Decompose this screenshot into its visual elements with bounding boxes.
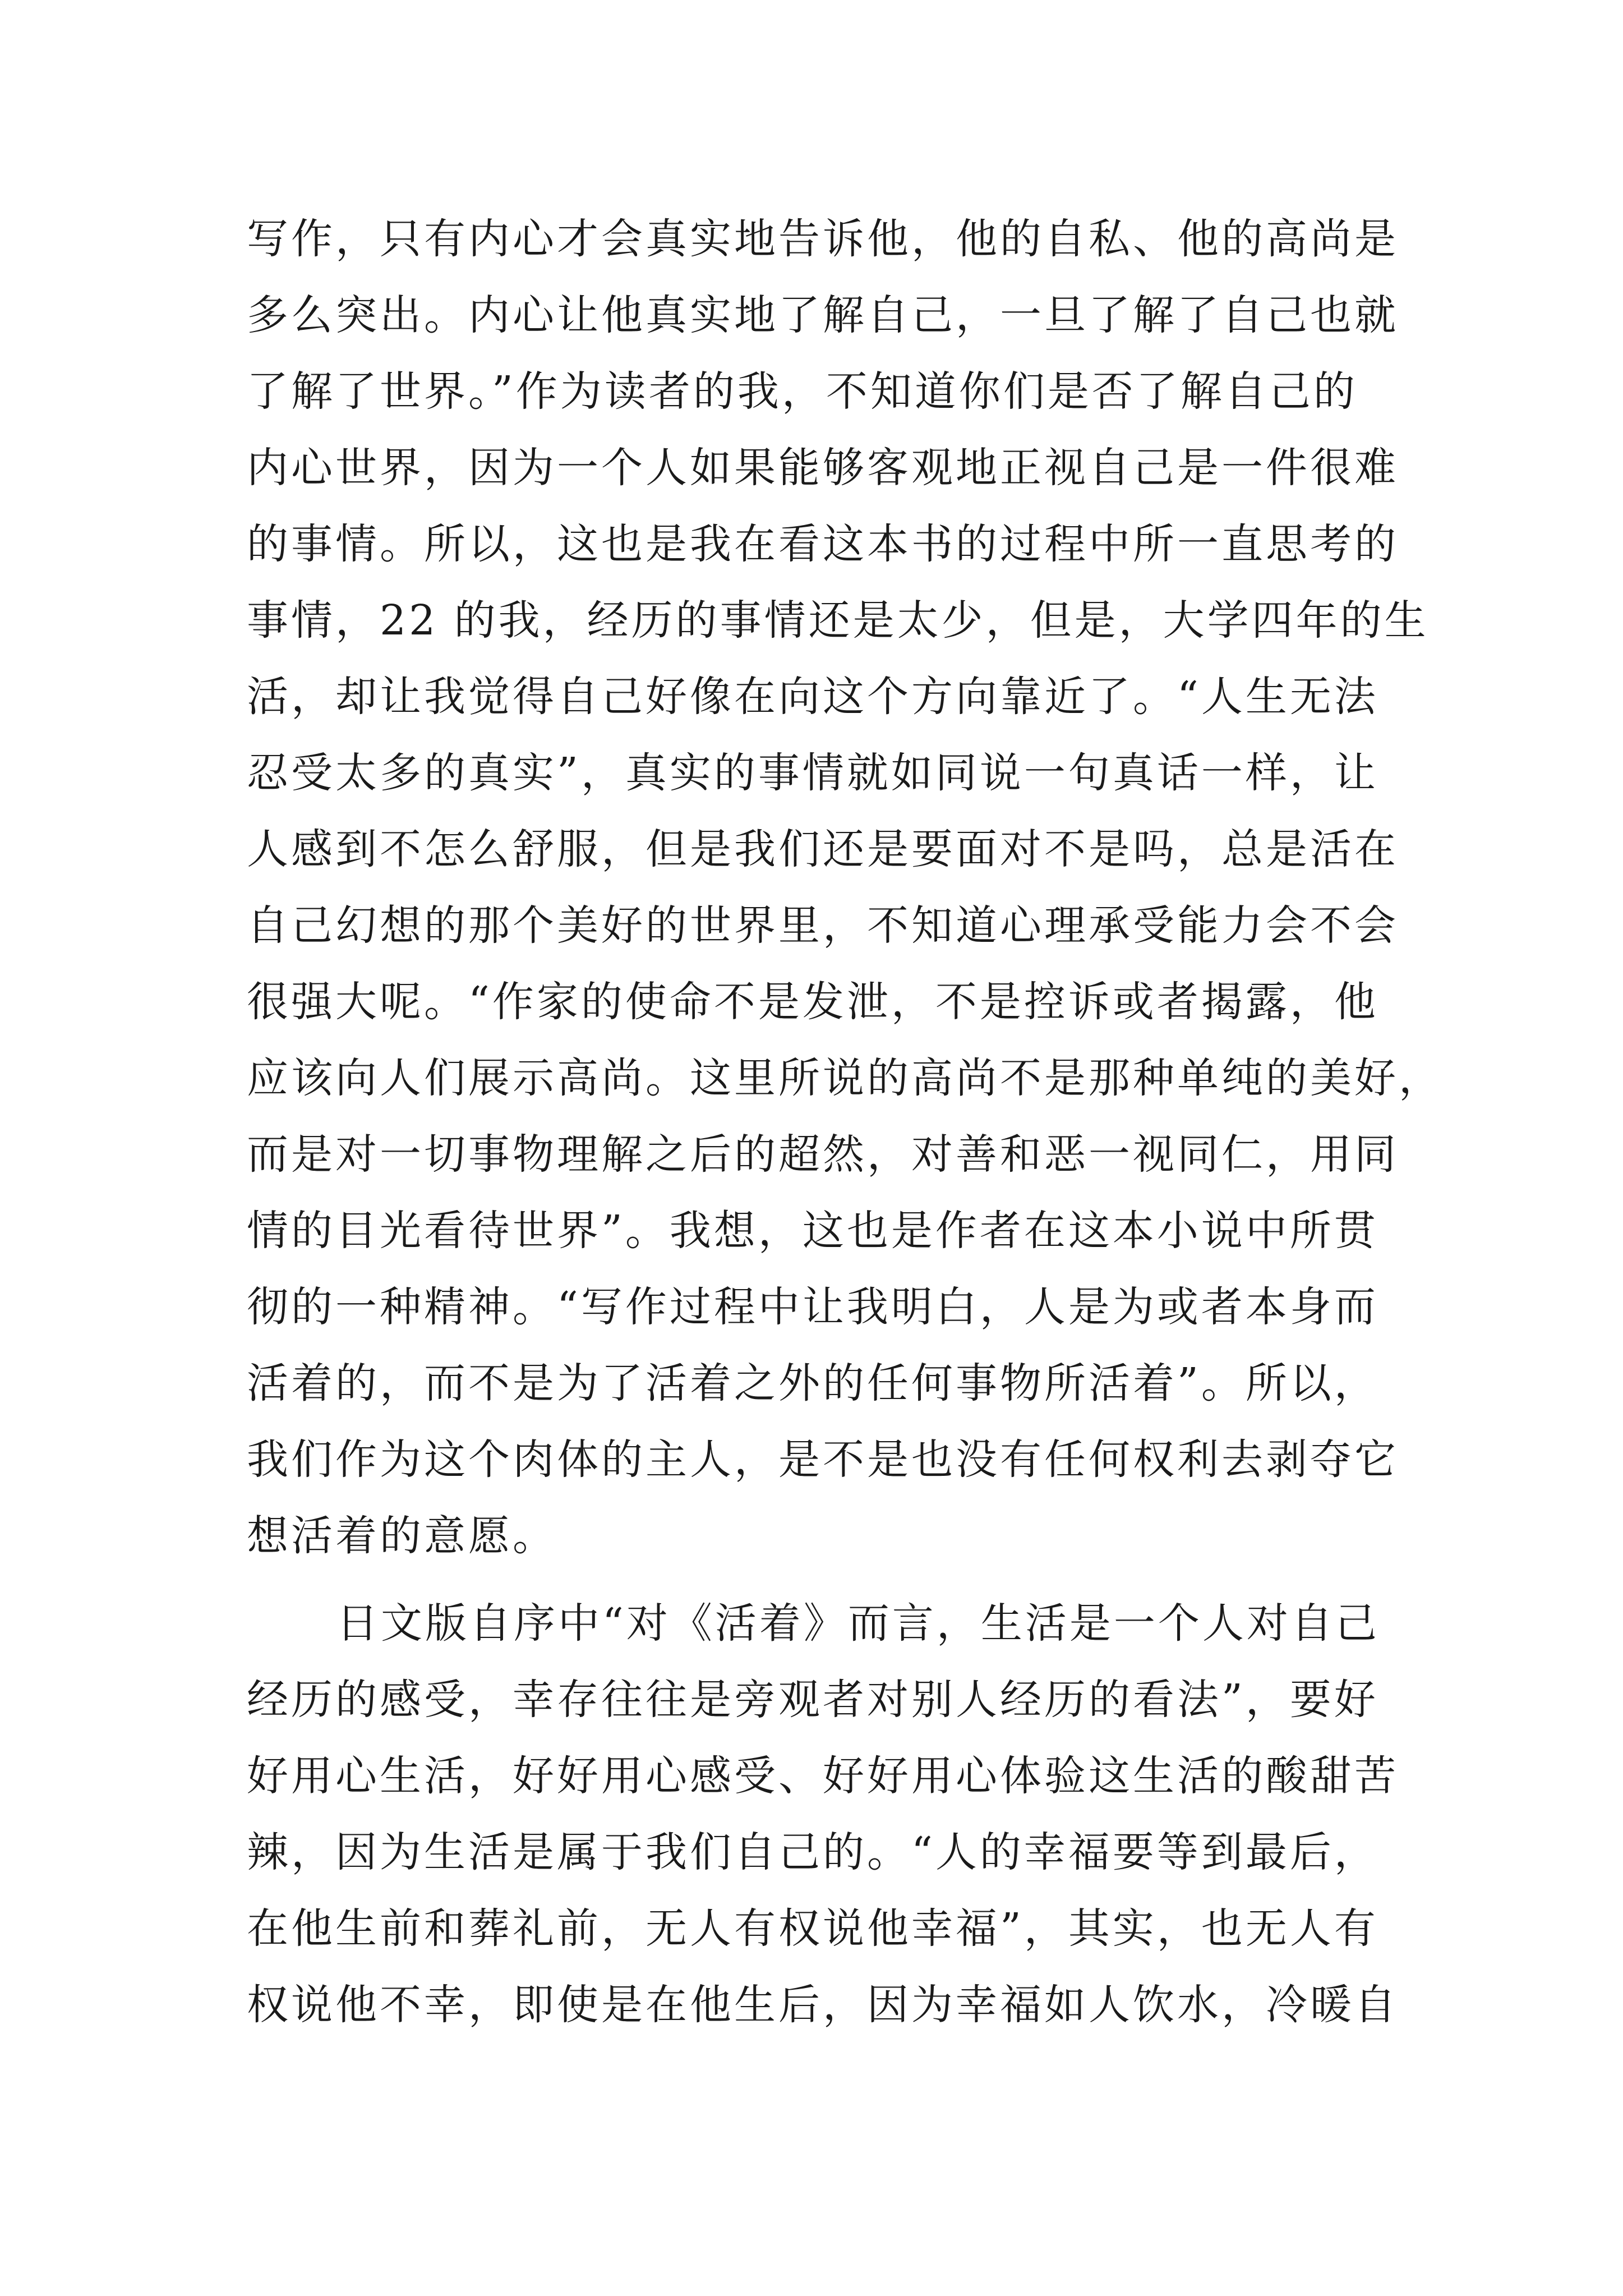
text-line: 事情，22 的我，经历的事情还是太少，但是，大学四年的生 — [247, 596, 1429, 645]
text-line: 在他生前和葬礼前，无人有权说他幸福”，其实，也无人有 — [247, 1904, 1378, 1953]
text-line: 人感到不怎么舒服，但是我们还是要面对不是吗，总是活在 — [247, 825, 1399, 873]
text-line: 彻的一种精神。“写作过程中让我明白，人是为或者本身而 — [247, 1283, 1378, 1331]
paragraph-2 — [247, 1585, 1399, 2043]
text-line: 了解了世界。”作为读者的我，不知道你们是否了解自己的 — [247, 367, 1358, 416]
text-line: 多么突出。内心让他真实地了解自己，一旦了解了自己也就 — [247, 291, 1399, 339]
text-line: 权说他不幸，即使是在他生后，因为幸福如人饮水，冷暖自 — [247, 1981, 1399, 2029]
text-line: 写作，只有内心才会真实地告诉他，他的自私、他的高尚是 — [247, 215, 1399, 263]
text-line: 而是对一切事物理解之后的超然，对善和恶一视同仁，用同 — [247, 1130, 1399, 1179]
text-line: 的事情。所以，这也是我在看这本书的过程中所一直思考的 — [247, 520, 1399, 568]
text-line: 活着的，而不是为了活着之外的任何事物所活着”。所以， — [247, 1359, 1378, 1407]
text-line: 自己幻想的那个美好的世界里，不知道心理承受能力会不会 — [247, 901, 1399, 950]
text-line: 内心世界，因为一个人如果能够客观地正视自己是一件很难 — [247, 444, 1399, 492]
text-line: 辣，因为生活是属于我们自己的。“人的幸福要等到最后， — [247, 1828, 1378, 1876]
text-line: 好用心生活，好好用心感受、好好用心体验这生活的酸甜苦 — [247, 1752, 1399, 1800]
text-line: 想活着的意愿。 — [247, 1512, 557, 1560]
text-line-indented: 日文版自序中“对《活着》而言，生活是一个人对自己 — [336, 1599, 1380, 1648]
text-line: 很强大呢。“作家的使命不是发泄，不是控诉或者揭露，他 — [247, 978, 1378, 1026]
text-line: 忍受太多的真实”，真实的事情就如同说一句真话一样，让 — [247, 749, 1378, 797]
paragraph-1 — [247, 201, 1443, 1574]
text-line: 情的目光看待世界”。我想，这也是作者在这本小说中所贯 — [247, 1207, 1378, 1255]
text-line: 我们作为这个肉体的主人，是不是也没有任何权利去剥夺它 — [247, 1435, 1399, 1484]
text-line: 应该向人们展示高尚。这里所说的高尚不是那种单纯的美好， — [247, 1054, 1443, 1102]
text-line: 活，却让我觉得自己好像在向这个方向靠近了。“人生无法 — [247, 673, 1378, 721]
text-line: 经历的感受，幸存往往是旁观者对别人经历的看法”，要好 — [247, 1676, 1378, 1724]
body-text — [247, 201, 1443, 2043]
